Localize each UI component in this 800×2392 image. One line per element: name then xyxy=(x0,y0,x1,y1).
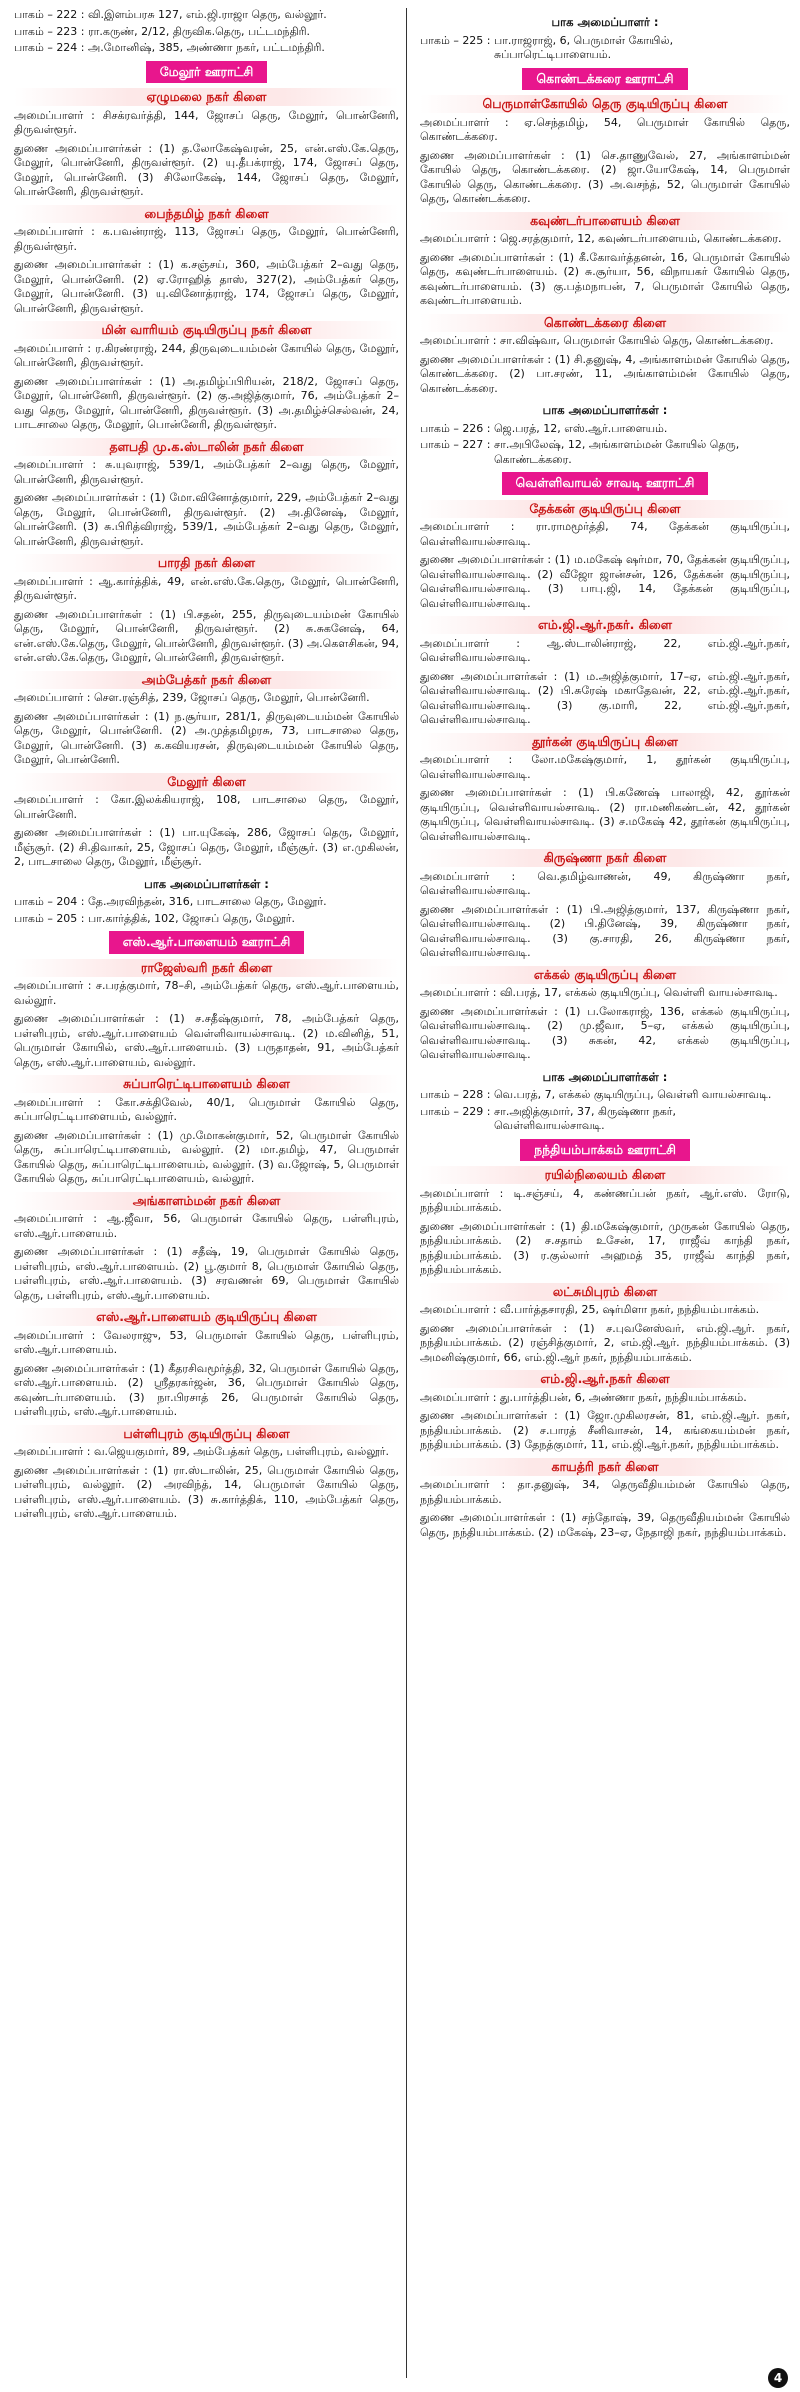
section-banner xyxy=(14,61,399,84)
branch-heading xyxy=(420,735,790,750)
branch-title: எம்.ஜி.ஆர்.நகர் கிளை xyxy=(540,1371,670,1386)
deputy-organizers-entry: துணை அமைப்பாளர்கள் : (1) கீ.கோவர்த்தனன், 16, பெருமாள் கோயில் தெரு, கவுண்டர்பாளையம். (2) சு.சூர்யா, 56, விநாயகர் கோயில் தெரு, கவுண்டர்பாளையம். (3) கு.பத்மநாபன், 7, பெருமாள் கோயில் தெரு, கவுண்டர்பாளையம். xyxy=(420,250,790,307)
bagam-text: ஜெ.பரத், 12, எஸ்.ஆர்.பாளையம். xyxy=(494,421,668,435)
bagam-heading xyxy=(14,877,399,892)
branch-title: எக்கல் குடியிருப்பு கிளை xyxy=(533,966,677,982)
branch-heading xyxy=(14,1194,399,1209)
section-banner xyxy=(420,68,790,91)
bagam-row xyxy=(420,34,790,63)
deputy-organizers-entry: துணை அமைப்பாளர்கள் : (1) அ.தமிழ்ப்பிரியன், 218/2, ஜோசப் தெரு, மேலூர், பொன்னேரி, திருவள்ளூர். (2) கு.அஜித்குமார், 76, அம்பேத்கர் 2–வது தெரு, மேலூர், பொன்னேரி, திருவள்ளூர். (3) அ.தமிழ்ச்செல்வன், 24, பாடசாலை தெரு, மேலூர், பொன்னேரி, திருவள்ளூர். xyxy=(14,374,399,431)
organizer-entry: அமைப்பாளர் : தா.தனுஷ், 34, தெருவீதியம்மன் கோயில் தெரு, நந்தியம்பாக்கம். xyxy=(420,1478,790,1506)
branch-heading xyxy=(14,323,399,338)
bagam-row xyxy=(14,895,399,910)
organizer-entry: அமைப்பாளர் : வேலராஜு, 53, பெருமாள் கோயில் தெரு, பள்ளிபுரம், எஸ்.ஆர்.பாளையம். xyxy=(14,1328,399,1356)
branch-title: எஸ்.ஆர்.பாளையம் குடியிருப்பு கிளை xyxy=(96,1309,317,1324)
deputy-organizers-entry: துணை அமைப்பாளர்கள் : (1) ப.லோகராஜ், 136, எக்கல் குடியிருப்பு, வெள்ளிவாயல்சாவடி. (2) மு.ஜீவா, 5–ஏ, எக்கல் குடியிருப்பு, வெள்ளிவாயல்சாவடி. (3) சுகன், 42, எக்கல் குடியிருப்பு, வெள்ளிவாயல்சாவடி. xyxy=(420,1004,790,1061)
bagam-text: சா.அஜித்குமார், 37, கிருஷ்ணா நகர், வெள்ளிவாயல்சாவடி. xyxy=(494,1104,677,1132)
bagam-number: பாகம் – 224 : xyxy=(14,41,85,54)
section-banner xyxy=(420,472,790,495)
organizer-entry: அமைப்பாளர் : ஆ.கார்த்திக், 49, என்.எஸ்.கே.தெரு, மேலூர், பொன்னேரி, திருவள்ளூர். xyxy=(14,574,399,602)
organizer-entry: அமைப்பாளர் : டி.சஞ்சய், 4, கண்ணப்பன் நகர், ஆர்.எஸ். ரோடு, நந்தியம்பாக்கம். xyxy=(420,1186,790,1214)
bagam-number: பாகம் – 229 : xyxy=(420,1104,491,1118)
organizer-entry: அமைப்பாளர் : சௌ.ரஞ்சித், 239, ஜோசப் தெரு, மேலூர், பொன்னேரி. xyxy=(14,691,370,704)
organizer-entry: அமைப்பாளர் : ரா.ராமமூர்த்தி, 74, தேக்கன் குடியிருப்பு, வெள்ளிவாயல்சாவடி. xyxy=(420,520,790,548)
section-title: எஸ்.ஆர்.பாளையம் ஊராட்சி xyxy=(109,931,305,954)
organizer-entry: அமைப்பாளர் : கோ.இலக்கியராஜ், 108, பாடசாலை தெரு, மேலூர், பொன்னேரி. xyxy=(14,793,399,821)
bagam-heading-text: பாக அமைப்பாளர்கள் : xyxy=(542,403,668,417)
organizer-entry: அமைப்பாளர் : வெ.தமிழ்வாணன், 49, கிருஷ்ணா நகர், வெள்ளிவாயல்சாவடி. xyxy=(420,869,790,897)
deputy-organizers-entry: துணை அமைப்பாளர்கள் : (1) பி.சதன், 255, திருவுடையம்மன் கோயில் தெரு, மேலூர், பொன்னேரி, திருவள்ளூர். (2) சு.சுகனேஷ், 64, என்.எஸ்.கே.தெரு, மேலூர், பொன்னேரி, திருவள்ளூர். (3) அ.கௌசிகன், 94, என்.எஸ்.கே.தெரு, மேலூர், பொன்னேரி, திருவள்ளூர். xyxy=(14,607,399,664)
deputy-organizers-entry: துணை அமைப்பாளர்கள் : (1) பி.கணேஷ் பாலாஜி, 42, தூர்கன் குடியிருப்பு, வெள்ளிவாயல்சாவடி. (2) ரா.மணிகண்டன், 42, தூர்கன் குடியிருப்பு, வெள்ளிவாயல்சாவடி. (3) ச.மகேஷ் 42, தூர்கன் குடியிருப்பு, வெள்ளிவாயல்சாவடி. xyxy=(420,786,790,843)
branch-heading xyxy=(420,851,790,866)
branch-heading xyxy=(420,1460,790,1475)
bagam-row xyxy=(420,1105,790,1134)
deputy-organizers-entry: துணை அமைப்பாளர்கள் : (1) கீதரசிவமூர்த்தி, 32, பெருமாள் கோயில் தெரு, எஸ்.ஆர்.பாளையம். (2) ஸ்ரீதரகர்ஜன், 36, பெருமாள் கோயில் தெரு, கவுண்டர்பாளையம். (3) நா.பிரசாத் 26, பெருமாள் கோயில் தெரு, பள்ளிபுரம், எஸ்.ஆர்.பாளையம். xyxy=(14,1361,399,1418)
left-column xyxy=(14,8,399,2370)
organizer-entry: அமைப்பாளர் : சிசக்ரவர்த்தி, 144, ஜோசப் தெரு, மேலூர், பொன்னேரி, திருவள்ளூர். xyxy=(14,108,399,136)
section-title: மேலூர் ஊராட்சி xyxy=(146,61,268,84)
branch-title: தூர்கன் குடியிருப்பு கிளை xyxy=(532,733,678,749)
bagam-text: வெ.பரத், 7, எக்கல் குடியிருப்பு, வெள்ளி வாயல்சாவடி. xyxy=(494,1088,772,1101)
bagam-heading-text: பாக அமைப்பாளர்கள் : xyxy=(542,1069,668,1084)
organizer-entry: அமைப்பாளர் : வீ.பார்த்தசாரதி, 25, ஷர்மிளா நகர், நந்தியம்பாக்கம். xyxy=(420,1303,760,1316)
deputy-organizers-entry: துணை அமைப்பாளர்கள் : (1) ச.புவனேஸ்வர், எம்.ஜி.ஆர். நகர், நந்தியம்பாக்கம். (2) ரஞ்சித்குமார், 2, எம்.ஜி.ஆர். நந்தியம்பாக்கம். (3) அமனிஷ்குமார், 66, எம்.ஜி.ஆர் நகர், நந்தியம்பாக்கம். xyxy=(420,1321,790,1364)
deputy-organizers-entry: துணை அமைப்பாளர்கள் : (1) மோ.வினோத்குமார், 229, அம்பேத்கர் 2–வது தெரு, மேலூர், பொன்னேரி, திருவள்ளூர். (2) அ.தினேஷ், மேலூர், பொன்னேரி. (3) சு.பிரித்விராஜ், 539/1, அம்பேத்கர் 2–வது தெரு, மேலூர், பொன்னேரி, திருவள்ளூர். xyxy=(14,491,399,548)
branch-title: மின் வாரியம் குடியிருப்பு நகர் கிளை xyxy=(101,322,312,337)
deputy-organizers-entry: துணை அமைப்பாளர்கள் : (1) ந.சூர்யா, 281/1, திருவுடையம்மன் கோயில் தெரு, மேலூர், பொன்னேரி. (2) அ.முத்தமிழரசு, 73, பாடசாலை தெரு, மேலூர், பொன்னேரி. (3) க.கவியரசன், திருவுடையம்மன் கோயில் தெரு, மேலூர், பொன்னேரி. xyxy=(14,709,399,766)
bagam-heading xyxy=(420,15,790,30)
bagam-number: பாகம் – 228 : xyxy=(420,1088,491,1101)
bagam-text: ரா.கருண், 2/12, திருவிக.தெரு, பட்டமந்திரி. xyxy=(88,24,311,38)
section-title: வெள்ளிவாயல் சாவடி ஊராட்சி xyxy=(502,472,709,495)
bagam-number: பாகம் – 222 : xyxy=(14,8,85,21)
bagam-text: பா.கார்த்திக், 102, ஜோசப் தெரு, மேலூர். xyxy=(88,911,295,925)
organizer-entry: அமைப்பாளர் : ஏ.செந்தமிழ், 54, பெருமாள் கோயில் தெரு, கொண்டக்கரை. xyxy=(420,115,790,143)
branch-heading xyxy=(14,961,399,976)
branch-title: சுப்பாரெட்டிபாளையம் கிளை xyxy=(123,1076,290,1091)
bagam-row xyxy=(420,422,790,437)
branch-heading xyxy=(14,440,399,455)
bagam-text: அ.மோனிஷ், 385, அண்ணா நகர், பட்டமந்திரி. xyxy=(88,41,325,54)
branch-heading xyxy=(14,775,399,790)
organizer-entry: அமைப்பாளர் : சா.விஷ்வா, பெருமாள் கோயில் தெரு, கொண்டக்கரை. xyxy=(420,334,774,347)
organizer-entry: அமைப்பாளர் : சு.யுவராஜ், 539/1, அம்பேத்கர் 2–வது தெரு, மேலூர், பொன்னேரி, திருவள்ளூர். xyxy=(14,458,399,486)
deputy-organizers-entry: துணை அமைப்பாளர்கள் : (1) ம.அஜித்குமார், 17–ஏ, எம்.ஜி.ஆர்.நகர், வெள்ளிவாயல்சாவடி. (2) பி.சுரேஷ் மகாதேவன், 22, எம்.ஜி.ஆர்.நகர், வெள்ளிவாயல்சாவடி. (3) கு.மாரி, 22, எம்.ஜி.ஆர்.நகர், வெள்ளிவாயல்சாவடி. xyxy=(420,669,790,726)
organizer-entry: அமைப்பாளர் : ச.பரத்குமார், 78–சி, அம்பேத்கர் தெரு, எஸ்.ஆர்.பாளையம், வல்லூர். xyxy=(14,979,399,1007)
branch-title: தளபதி மு.க.ஸ்டாலின் நகர் கிளை xyxy=(109,438,304,454)
column-divider xyxy=(406,8,407,2378)
branch-heading xyxy=(14,556,399,571)
branch-title: ராஜேஸ்வரி நகர் கிளை xyxy=(140,959,273,975)
branch-title: ரயில்நிலையம் கிளை xyxy=(544,1167,666,1182)
bagam-number: பாகம் – 225 : xyxy=(420,33,491,47)
organizer-entry: அமைப்பாளர் : ஜெ.சரத்குமார், 12, கவுண்டர்பாளையம், கொண்டக்கரை. xyxy=(420,232,782,245)
deputy-organizers-entry: துணை அமைப்பாளர்கள் : (1) மு.மோகன்குமார், 52, பெருமாள் கோயில் தெரு, சுப்பாரெட்டிபாளையம், வல்லூர். (2) மா.தமிழ், 47, பெருமாள் கோயில் தெரு, சுப்பாரெட்டிபாளையம், வல்லூர். (3) வ.ஜோஷ், 5, பெருமாள் கோயில் தெரு, சுப்பாரெட்டிபாளையம், வல்லூர். xyxy=(14,1128,399,1185)
organizer-entry: அமைப்பாளர் : து.பார்த்திபன், 6, அண்ணா நகர், நந்தியம்பாக்கம். xyxy=(420,1390,747,1404)
page-number-badge: 4 xyxy=(768,2368,788,2388)
branch-heading xyxy=(14,1310,399,1325)
deputy-organizers-entry: துணை அமைப்பாளர்கள் : (1) சந்தோஷ், 39, தெருவீதியம்மன் கோயில் தெரு, நந்தியம்பாக்கம். (2) மகேஷ், 23–ஏ, நேதாஜி நகர், நந்தியம்பாக்கம். xyxy=(420,1511,790,1539)
branch-title: பள்ளிபுரம் குடியிருப்பு கிளை xyxy=(123,1425,290,1441)
bagam-number: பாகம் – 227 : xyxy=(420,438,491,451)
deputy-organizers-entry: துணை அமைப்பாளர்கள் : (1) பி.அஜித்குமார், 137, கிருஷ்ணா நகர், வெள்ளிவாயல்சாவடி. (2) பி.தினேஷ், 39, கிருஷ்ணா நகர், வெள்ளிவாயல்சாவடி. (3) கு.சாரதி, 26, கிருஷ்ணா நகர், வெள்ளிவாயல்சாவடி. xyxy=(420,902,790,959)
branch-heading xyxy=(14,207,399,222)
branch-title: பாரதி நகர் கிளை xyxy=(157,555,256,570)
bagam-text: வி.இளம்பரசு 127, எம்.ஜி.ராஜா தெரு, வல்லூர். xyxy=(88,8,327,21)
bagam-row xyxy=(420,1088,790,1103)
branch-heading xyxy=(14,90,399,105)
branch-heading xyxy=(420,618,790,633)
branch-title: பெருமாள்கோயில் தெரு குடியிருப்பு கிளை xyxy=(482,96,728,111)
section-banner xyxy=(14,931,399,954)
branch-heading xyxy=(420,97,790,112)
bagam-row xyxy=(14,8,399,23)
bagam-number: பாகம் – 226 : xyxy=(420,421,491,435)
bagam-row xyxy=(14,41,399,56)
branch-title: லட்சுமிபுரம் கிளை xyxy=(552,1283,658,1299)
deputy-organizers-entry: துணை அமைப்பாளர்கள் : (1) ச.சதீஷ்குமார், 78, அம்பேத்கர் தெரு, பள்ளிபுரம், எஸ்.ஆர்.பாளையம் வெள்ளிவாயல்சாவடி. (2) ம.வினித், 51, பெருமாள் கோயில், எஸ்.ஆர்.பாளையம். (3) பருதாதன், 91, அம்பேத்கர் தெரு, எஸ்.ஆர்.பாளையம், வல்லூர். xyxy=(14,1012,399,1069)
bagam-row xyxy=(420,438,790,467)
organizer-entry: அமைப்பாளர் : ஆ.ஸ்டாலின்ராஜ், 22, எம்.ஜி.ஆர்.நகர், வெள்ளிவாயல்சாவடி. xyxy=(420,636,790,664)
branch-title: அங்காளம்மன் நகர் கிளை xyxy=(132,1192,281,1208)
branch-heading xyxy=(420,968,790,983)
organizer-entry: அமைப்பாளர் : ஆ.ஜீவா, 56, பெருமாள் கோயில் தெரு, பள்ளிபுரம், எஸ்.ஆர்.பாளையம். xyxy=(14,1212,399,1240)
branch-title: கவுண்டர்பாளையம் கிளை xyxy=(530,212,680,228)
bagam-text: பா.ராஜராஜ், 6, பெருமாள் கோயில், சுப்பாரெட்டிபாளையம். xyxy=(494,33,674,61)
deputy-organizers-entry: துணை அமைப்பாளர்கள் : (1) செ.தாணுவேல், 27, அங்காளம்மன் கோயில் தெரு, கொண்டக்கரை. (2) ஜா.யோகேஷ், 14, பெருமாள் கோயில் தெரு, கொண்டக்கரை. (3) அ.வசந்த், 52, பெருமாள் கோயில் தெரு, கொண்டக்கரை. xyxy=(420,148,790,205)
bagam-text: தே.அரவிந்தன், 316, பாடசாலை தெரு, மேலூர். xyxy=(88,895,327,908)
organizer-entry: அமைப்பாளர் : ர.கிரண்ராஜ், 244, திருவுடையம்மன் கோயில் தெரு, மேலூர், பொன்னேரி, திருவள்ளூர். xyxy=(14,341,399,369)
bagam-heading xyxy=(420,403,790,418)
deputy-organizers-entry: துணை அமைப்பாளர்கள் : (1) க.சஞ்சய், 360, அம்பேத்கர் 2–வது தெரு, மேலூர், பொன்னேரி. (2) ஏ.ரோஹித் தாஸ், 327(2), அம்பேத்கர் தெரு, மேலூர், பொன்னேரி. (3) யு.வினோத்ராஜ், 174, ஜோசப் தெரு, மேலூர், பொன்னேரி, திருவள்ளூர். xyxy=(14,258,399,315)
branch-heading xyxy=(420,316,790,331)
branch-title: கொண்டக்கரை கிளை xyxy=(543,314,667,330)
branch-title: காயத்ரி நகர் கிளை xyxy=(551,1458,659,1474)
organizer-entry: அமைப்பாளர் : வ.ஜெயகுமார், 89, அம்பேத்கர் தெரு, பள்ளிபுரம், வல்லூர். xyxy=(14,1445,389,1458)
deputy-organizers-entry: துணை அமைப்பாளர்கள் : (1) ம.மகேஷ் ஷர்மா, 70, தேக்கன் குடியிருப்பு, வெள்ளிவாயல்சாவடி. (2) வீஜோ ஜான்சன், 126, தேக்கன் குடியிருப்பு, வெள்ளிவாயல்சாவடி. (3) பாபு.ஜி, 14, தேக்கன் குடியிருப்பு, வெள்ளிவாயல்சாவடி. xyxy=(420,553,790,610)
branch-title: ஏழுமலை நகர் கிளை xyxy=(146,89,267,104)
branch-heading xyxy=(14,673,399,688)
section-title: கொண்டக்கரை ஊராட்சி xyxy=(522,68,687,91)
bagam-text: சா.அபிலேஷ், 12, அங்காளம்மன் கோயில் தெரு, கொண்டக்கரை. xyxy=(494,438,740,466)
branch-heading xyxy=(420,1372,790,1387)
branch-title: எம்.ஜி.ஆர்.நகர். கிளை xyxy=(537,617,673,632)
branch-heading xyxy=(420,502,790,517)
bagam-row xyxy=(14,912,399,927)
branch-heading xyxy=(420,214,790,229)
bagam-number: பாகம் – 205 : xyxy=(14,911,85,925)
branch-title: அம்பேத்கர் நகர் கிளை xyxy=(141,671,272,687)
deputy-organizers-entry: துணை அமைப்பாளர்கள் : (1) சி.தனுஷ், 4, அங்காளம்மன் கோயில் தெரு, கொண்டக்கரை. (2) பா.சரண், 11, அங்காளம்மன் கோயில் தெரு, கொண்டக்கரை. xyxy=(420,352,790,395)
branch-heading xyxy=(14,1077,399,1092)
bagam-number: பாகம் – 223 : xyxy=(14,24,85,38)
bagam-heading xyxy=(420,1070,790,1085)
organizer-entry: அமைப்பாளர் : கோ.சக்திவேல், 40/1, பெருமாள் கோயில் தெரு, சுப்பாரெட்டிபாளையம், வல்லூர். xyxy=(14,1095,399,1123)
organizer-entry: அமைப்பாளர் : க.பவன்ராஜ், 113, ஜோசப் தெரு, மேலூர், பொன்னேரி, திருவள்ளூர். xyxy=(14,225,399,253)
bagam-number: பாகம் – 204 : xyxy=(14,895,85,908)
section-banner xyxy=(420,1139,790,1162)
organizer-entry: அமைப்பாளர் : லோ.மகேஷ்குமார், 1, தூர்கன் குடியிருப்பு, வெள்ளிவாயல்சாவடி. xyxy=(420,753,790,781)
branch-title: பைந்தமிழ் நகர் கிளை xyxy=(144,205,269,221)
section-title: நந்தியம்பாக்கம் ஊராட்சி xyxy=(520,1139,690,1162)
deputy-organizers-entry: துணை அமைப்பாளர்கள் : (1) தி.மகேஷ்குமார், முருகன் கோயில் தெரு, நந்தியம்பாக்கம். (2) ச.சதாம் உசேன், 17, ராஜீவ் காந்தி நகர், நந்தியம்பாக்கம். (3) ர.குல்லார் அஹமத் 35, ராஜீவ் காந்தி நகர், நந்தியம்பாக்கம். xyxy=(420,1219,790,1276)
bagam-row xyxy=(14,25,399,40)
branch-heading xyxy=(420,1285,790,1300)
deputy-organizers-entry: துணை அமைப்பாளர்கள் : (1) ஜோ.முகிலரசன், 81, எம்.ஜி.ஆர். நகர், நந்தியம்பாக்கம். (2) ச.பாரத் சீனிவாசன், 14, கங்கையம்மன் நகர், நந்தியம்பாக்கம். (3) தேநத்குமார், 11, எம்.ஜி.ஆர்.நகர், நந்தியம்பாக்கம். xyxy=(420,1409,790,1451)
bagam-heading-text: பாக அமைப்பாளர் : xyxy=(551,15,659,29)
deputy-organizers-entry: துணை அமைப்பாளர்கள் : (1) த.லோகேஷ்வரன், 25, என்.எஸ்.கே.தெரு, மேலூர், பொன்னேரி, திருவள்ளூர். (2) யு.தீபக்ராஜ், 174, ஜோசப் தெரு, மேலூர், பொன்னேரி. (3) சிலோகேஷ், 144, ஜோசப் தெரு, மேலூர், பொன்னேரி, திருவள்ளூர். xyxy=(14,141,399,198)
branch-title: மேலூர் கிளை xyxy=(167,773,246,789)
branch-heading xyxy=(420,1168,790,1183)
deputy-organizers-entry: துணை அமைப்பாளர்கள் : (1) ரா.ஸ்டாலின், 25, பெருமாள் கோயில் தெரு, பள்ளிபுரம், வல்லூர். (2) அரவிந்த், 14, பெருமாள் கோயில் தெரு, பள்ளிபுரம், எஸ்.ஆர்.பாளையம். (3) சு.கார்த்திக், 110, அம்பேத்கர் தெரு, பள்ளிபுரம், எஸ்.ஆர்.பாளையம். xyxy=(14,1463,399,1520)
bagam-heading-text: பாக அமைப்பாளர்கள் : xyxy=(144,876,269,891)
branch-heading xyxy=(14,1427,399,1442)
right-column xyxy=(420,8,790,2370)
deputy-organizers-entry: துணை அமைப்பாளர்கள் : (1) பா.யுகேஷ், 286, ஜோசப் தெரு, மேலூர், மீஞ்சூர். (2) சி.திவாகர், 25, ஜோசப் தெரு, மேலூர், மீஞ்சூர். (3) எ.முகிலன், 2, பாடசாலை தெரு, மேலூர், மீஞ்சூர். xyxy=(14,826,399,868)
deputy-organizers-entry: துணை அமைப்பாளர்கள் : (1) சதீஷ், 19, பெருமாள் கோயில் தெரு, பள்ளிபுரம், எஸ்.ஆர்.பாளையம். (2) பூ.குமார் 8, பெருமாள் கோயில் தெரு, பள்ளிபுரம், எஸ்.ஆர்.பாளையம். (3) சரவணன் 69, பெருமாள் கோயில் தெரு, பள்ளிபுரம், எஸ்.ஆர்.பாளையம். xyxy=(14,1245,399,1302)
branch-title: தேக்கன் குடியிருப்பு கிளை xyxy=(529,500,681,516)
organizer-entry: அமைப்பாளர் : வி.பரத், 17, எக்கல் குடியிருப்பு, வெள்ளி வாயல்சாவடி. xyxy=(420,986,778,999)
branch-title: கிருஷ்ணா நகர் கிளை xyxy=(543,850,667,865)
